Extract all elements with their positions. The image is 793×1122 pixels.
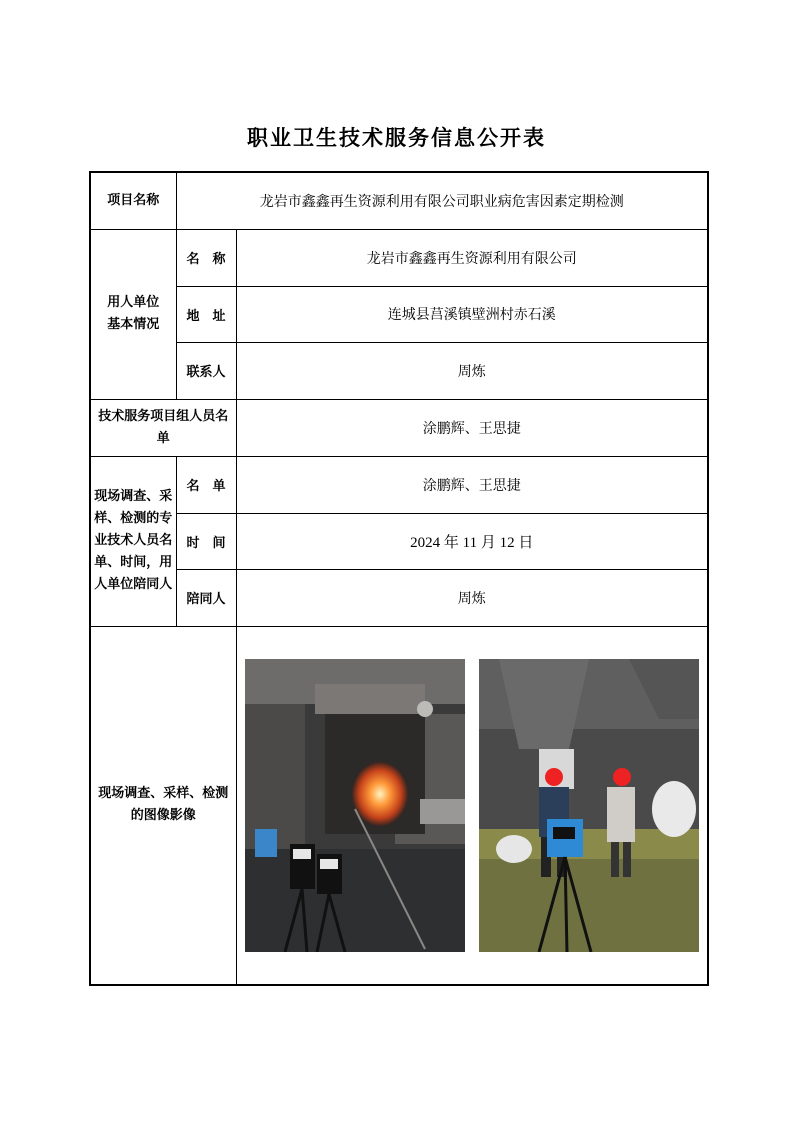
employer-contact-value: 周炼 xyxy=(236,342,708,399)
table-row xyxy=(90,456,708,513)
project-name-value: 龙岩市鑫鑫再生资源利用有限公司职业病危害因素定期检测 xyxy=(176,172,708,229)
field-names-value: 涂鹏辉、王思捷 xyxy=(236,456,708,513)
employer-address-value: 连城县莒溪镇壁洲村赤石溪 xyxy=(236,286,708,342)
table-row xyxy=(90,342,708,399)
employer-info-label xyxy=(90,229,176,399)
employer-address-label: 地 址 xyxy=(176,286,236,342)
table-row xyxy=(90,513,708,569)
field-escort-value: 周炼 xyxy=(236,569,708,626)
employer-info-label-line2: 基本情况 xyxy=(107,317,160,332)
table-row xyxy=(90,569,708,626)
table-row xyxy=(90,229,708,286)
warehouse-sampling-photo xyxy=(479,659,699,952)
employer-info-label-line1: 用人单位 xyxy=(107,295,160,310)
table-row xyxy=(90,286,708,342)
table-row xyxy=(90,172,708,229)
page-title: 职业卫生技术服务信息公开表 xyxy=(247,125,546,150)
field-names-label: 名 单 xyxy=(176,456,236,513)
employer-name-label: 名 称 xyxy=(176,229,236,286)
info-table xyxy=(89,171,709,986)
table-row xyxy=(90,399,708,456)
field-escort-label: 陪同人 xyxy=(176,569,236,626)
field-time-label: 时 间 xyxy=(176,513,236,569)
field-images-label: 现场调查、采样、检测的图像影像 xyxy=(90,626,236,985)
employer-name-value: 龙岩市鑫鑫再生资源利用有限公司 xyxy=(236,229,708,286)
field-images-cell xyxy=(236,626,708,985)
table-row xyxy=(90,626,708,985)
employer-contact-label: 联系人 xyxy=(176,342,236,399)
project-name-label: 项目名称 xyxy=(90,172,176,229)
field-staff-label: 现场调查、采样、检测的专业技术人员名单、时间，用人单位陪同人 xyxy=(90,456,176,626)
field-time-value: 2024 年 11 月 12 日 xyxy=(236,513,708,569)
team-members-value: 涂鹏辉、王思捷 xyxy=(236,399,708,456)
team-members-label: 技术服务项目组人员名单 xyxy=(90,399,236,456)
furnace-sampling-photo xyxy=(245,659,465,952)
